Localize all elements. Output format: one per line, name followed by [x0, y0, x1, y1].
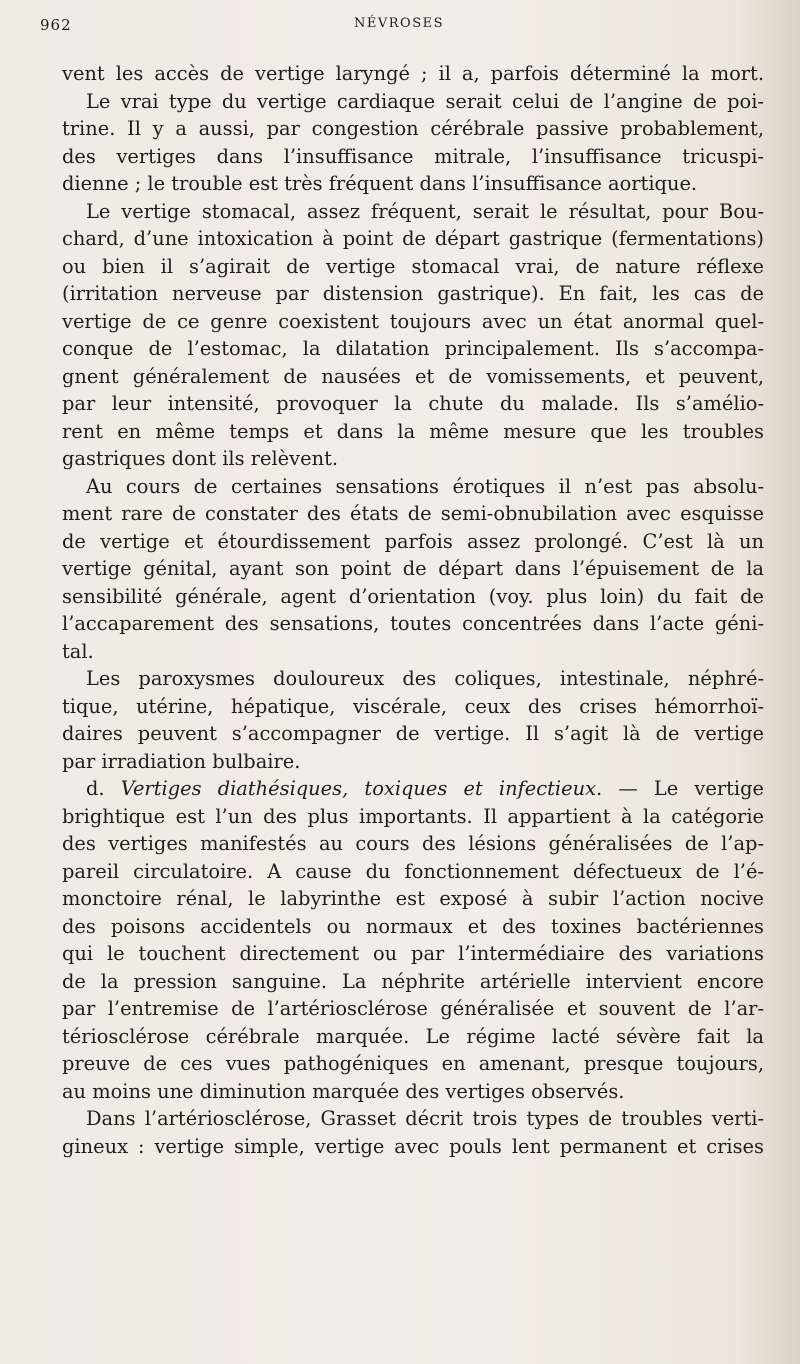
text-line: chard, d’une intoxication à point de départ gastrique (fermentations): [62, 227, 764, 250]
text-line: tal.: [62, 639, 94, 663]
text-line: par l’entremise de l’artériosclérose généralisée et souvent de l’ar-: [62, 997, 764, 1020]
text-line: trine. Il y a aussi, par congestion cérébrale passive probablement,: [62, 117, 764, 140]
text-line: gnent généralement de nausées et de vomissements, et peuvent,: [62, 364, 764, 388]
text-line: vertige génital, ayant son point de départ dans l’épuisement de la: [62, 557, 764, 580]
text-line: ment rare de constater des états de semi-obnubilation avec esquisse: [62, 502, 764, 525]
running-title: NÉVROSES: [354, 16, 444, 31]
text-line: ou bien il s’agirait de vertige stomacal vrai, de nature réflexe: [62, 254, 764, 278]
text-line: Le vrai type du vertige cardiaque serait celui de l’angine de poi-: [86, 89, 764, 113]
text-line: l’accaparement des sensations, toutes concentrées dans l’acte géni-: [62, 612, 764, 635]
text-line: des vertiges manifestés au cours des lésions généralisées de l’ap-: [62, 832, 764, 855]
text-line: dienne ; le trouble est très fréquent dans l’insuffisance aortique.: [62, 172, 698, 195]
text-line: au moins une diminution marquée des vertiges observés.: [62, 1079, 625, 1103]
text-line: brightique est l’un des plus importants. Il appartient à la catégorie: [62, 804, 764, 828]
text-line: par irradiation bulbaire.: [62, 749, 301, 773]
text-line: par leur intensité, provoquer la chute du malade. Ils s’amélio-: [62, 392, 764, 415]
text-line: gineux : vertige simple, vertige avec pouls lent permanent et crises: [62, 1134, 764, 1158]
text-line: Au cours de certaines sensations érotiques il n’est pas absolu-: [86, 474, 764, 498]
text-line: de vertige et étourdissement parfois assez prolongé. C’est là un: [62, 529, 764, 553]
text-line: monctoire rénal, le labyrinthe est exposé à subir l’action nocive: [62, 887, 764, 910]
italic-heading: Vertiges diathésiques, toxiques et infectieux.: [120, 777, 603, 800]
text-line: gastriques dont ils relèvent.: [62, 447, 339, 470]
text-line: de la pression sanguine. La néphrite artérielle intervient encore: [62, 969, 764, 993]
text-line: daires peuvent s’accompagner de vertige. Il s’agit là de vertige: [62, 722, 764, 745]
text-line: des poisons accidentels ou normaux et des toxines bactériennes: [62, 914, 764, 938]
text-line: vertige de ce genre coexistent toujours avec un état anormal quel-: [62, 309, 764, 333]
text-line: d. Vertiges diathésiques, toxiques et infectieux. — Le vertige: [86, 777, 764, 800]
text-line: preuve de ces vues pathogéniques en amenant, presque toujours,: [62, 1052, 764, 1075]
body-text: [62, 60, 764, 1160]
text-line: tique, utérine, hépatique, viscérale, ceux des crises hémorrhoï-: [62, 694, 764, 718]
page-header: [40, 16, 758, 38]
text-line: tériosclérose cérébrale marquée. Le régime lacté sévère fait la: [62, 1024, 764, 1048]
text-line: des vertiges dans l’insuffisance mitrale, l’insuffisance tricuspi-: [62, 144, 764, 168]
text-line: sensibilité générale, agent d’orientation (voy. plus loin) du fait de: [62, 584, 764, 608]
text-line: Les paroxysmes douloureux des coliques, intestinale, néphré-: [86, 667, 764, 690]
text-line: (irritation nerveuse par distension gastrique). En fait, les cas de: [62, 282, 764, 305]
text-line: Le vertige stomacal, assez fréquent, serait le résultat, pour Bou-: [86, 199, 764, 223]
page-number: 962: [40, 16, 72, 34]
text-line: Dans l’artériosclérose, Grasset décrit trois types de troubles verti-: [86, 1107, 764, 1130]
text-line: qui le touchent directement ou par l’intermédiaire des variations: [62, 942, 764, 965]
text-line: vent les accès de vertige laryngé ; il a, parfois déterminé la mort.: [62, 62, 764, 85]
text-line: pareil circulatoire. A cause du fonctionnement défectueux de l’é-: [62, 859, 764, 883]
text-line: rent en même temps et dans la même mesure que les troubles: [62, 419, 764, 443]
text-line: conque de l’estomac, la dilatation principalement. Ils s’accompa-: [62, 337, 764, 360]
